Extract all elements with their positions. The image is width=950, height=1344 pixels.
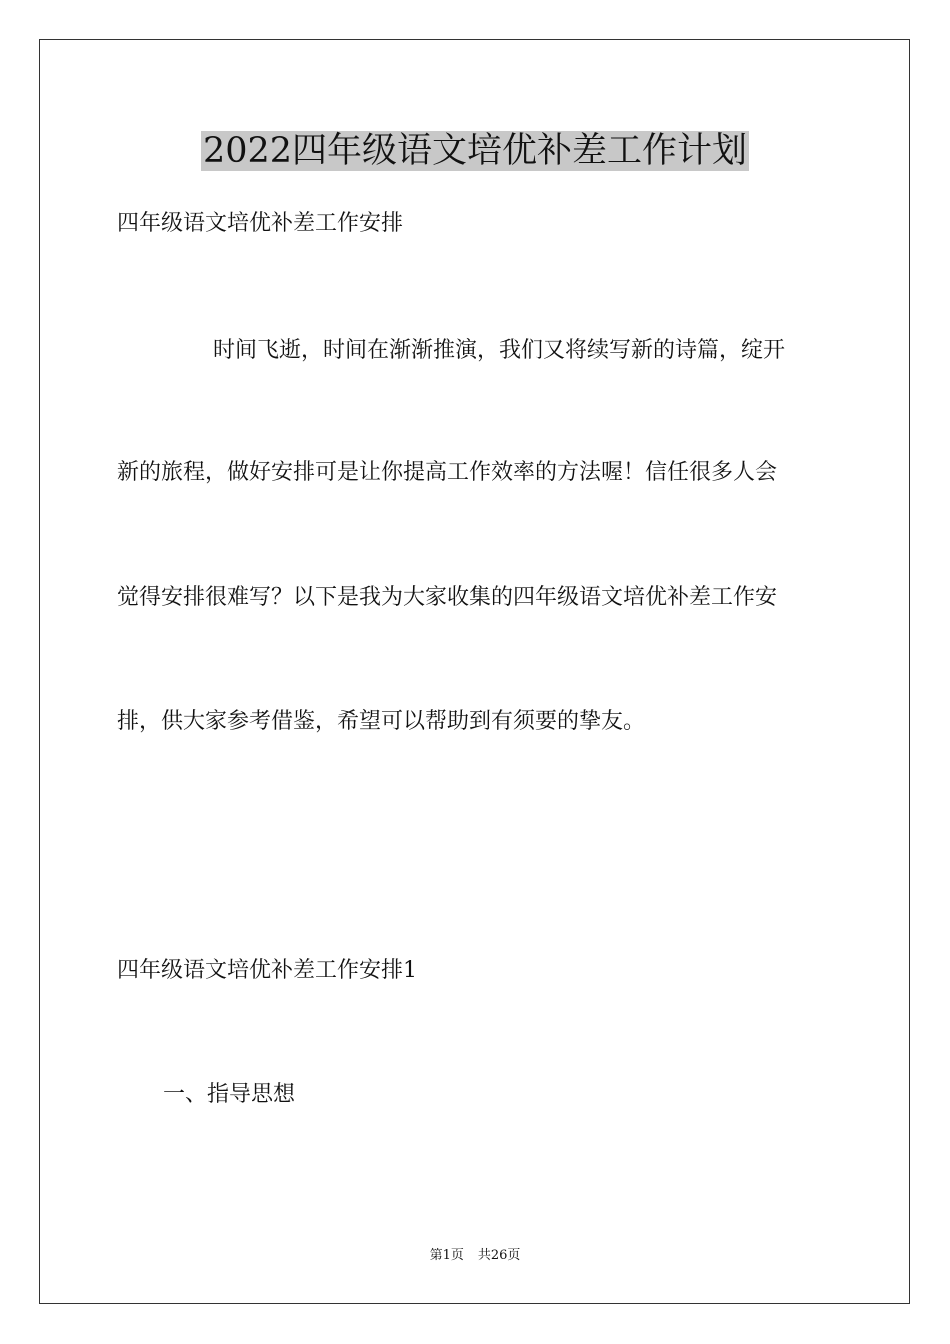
intro-paragraph-line-4: 排，供大家参考借鉴，希望可以帮助到有须要的挚友。 bbox=[117, 709, 646, 734]
intro-paragraph-line-3: 觉得安排很难写？以下是我为大家收集的四年级语文培优补差工作安 bbox=[117, 585, 778, 610]
page-total: 共26页 bbox=[477, 1248, 521, 1263]
intro-paragraph-line-2: 新的旅程，做好安排可是让你提高工作效率的方法喔！信任很多人会 bbox=[117, 460, 778, 485]
page-number: 第1页 bbox=[429, 1248, 464, 1263]
section-title: 四年级语文培优补差工作安排1 bbox=[117, 958, 417, 983]
title-highlight: 2022四年级语文培优补差工作计划 bbox=[202, 131, 748, 171]
section-heading-guiding-ideology: 一、指导思想 bbox=[163, 1082, 296, 1107]
intro-paragraph-line-1: 时间飞逝，时间在渐渐推演，我们又将续写新的诗篇，绽开 bbox=[213, 338, 786, 363]
page-footer bbox=[0, 1246, 950, 1266]
document-subtitle: 四年级语文培优补差工作安排 bbox=[117, 211, 404, 236]
document-title bbox=[0, 126, 950, 176]
